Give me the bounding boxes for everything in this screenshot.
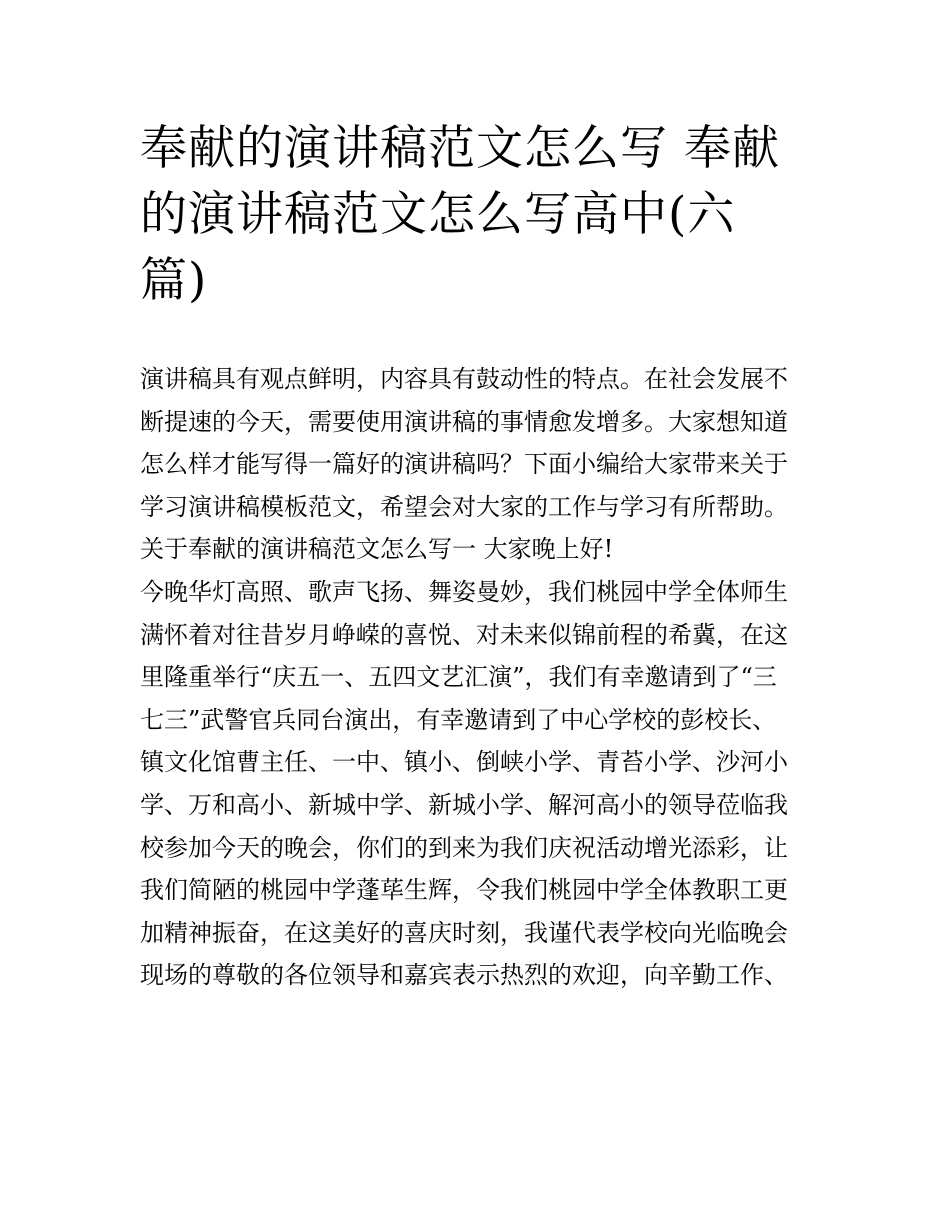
body-line-10: 镇文化馆曹主任、一中、镇小、倒峡小学、青苔小学、沙河小 [140, 748, 788, 777]
body-line-11: 学、万和高小、新城中学、新城小学、解河高小的领导莅临我 [140, 790, 788, 819]
body-line-12: 校参加今天的晚会，你们的到来为我们庆祝活动增光添彩，让 [140, 833, 788, 862]
title-line-3: 篇) [140, 253, 208, 308]
body-line-3: 怎么样才能写得一篇好的演讲稿吗？下面小编给大家带来关于 [140, 450, 788, 479]
section-heading-line: 关于奉献的演讲稿范文怎么写一 大家晚上好! [140, 535, 614, 564]
body-line-2: 断提速的今天，需要使用演讲稿的事情愈发增多。大家想知道 [140, 407, 788, 436]
title-line-1: 奉献的演讲稿范文怎么写 奉献 [140, 121, 780, 176]
title-line-2: 的演讲稿范文怎么写高中(六 [140, 187, 736, 242]
document-body [140, 358, 820, 997]
body-line-6: 今晚华灯高照、歌声飞扬、舞姿曼妙，我们桃园中学全体师生 [140, 577, 788, 606]
body-line-14: 加精神振奋，在这美好的喜庆时刻，我谨代表学校向光临晚会 [140, 918, 788, 947]
body-line-7: 满怀着对往昔岁月峥嵘的喜悦、对未来似锦前程的希冀，在这 [140, 620, 788, 649]
body-line-13: 我们简陋的桃园中学蓬荜生辉，令我们桃园中学全体教职工更 [140, 876, 788, 905]
body-line-1: 演讲稿具有观点鲜明，内容具有鼓动性的特点。在社会发展不 [140, 365, 788, 393]
body-line-9: 七三”武警官兵同台演出，有幸邀请到了中心学校的彭校长、 [140, 705, 777, 734]
body-line-4: 学习演讲稿模板范文，希望会对大家的工作与学习有所帮助。 [140, 492, 788, 521]
body-line-15: 现场的尊敬的各位领导和嘉宾表示热烈的欢迎，向辛勤工作、 [140, 961, 788, 990]
document-title [140, 116, 820, 314]
body-line-8: 里隆重举行“庆五一、五四文艺汇演”，我们有幸邀请到了“三 [140, 663, 777, 692]
